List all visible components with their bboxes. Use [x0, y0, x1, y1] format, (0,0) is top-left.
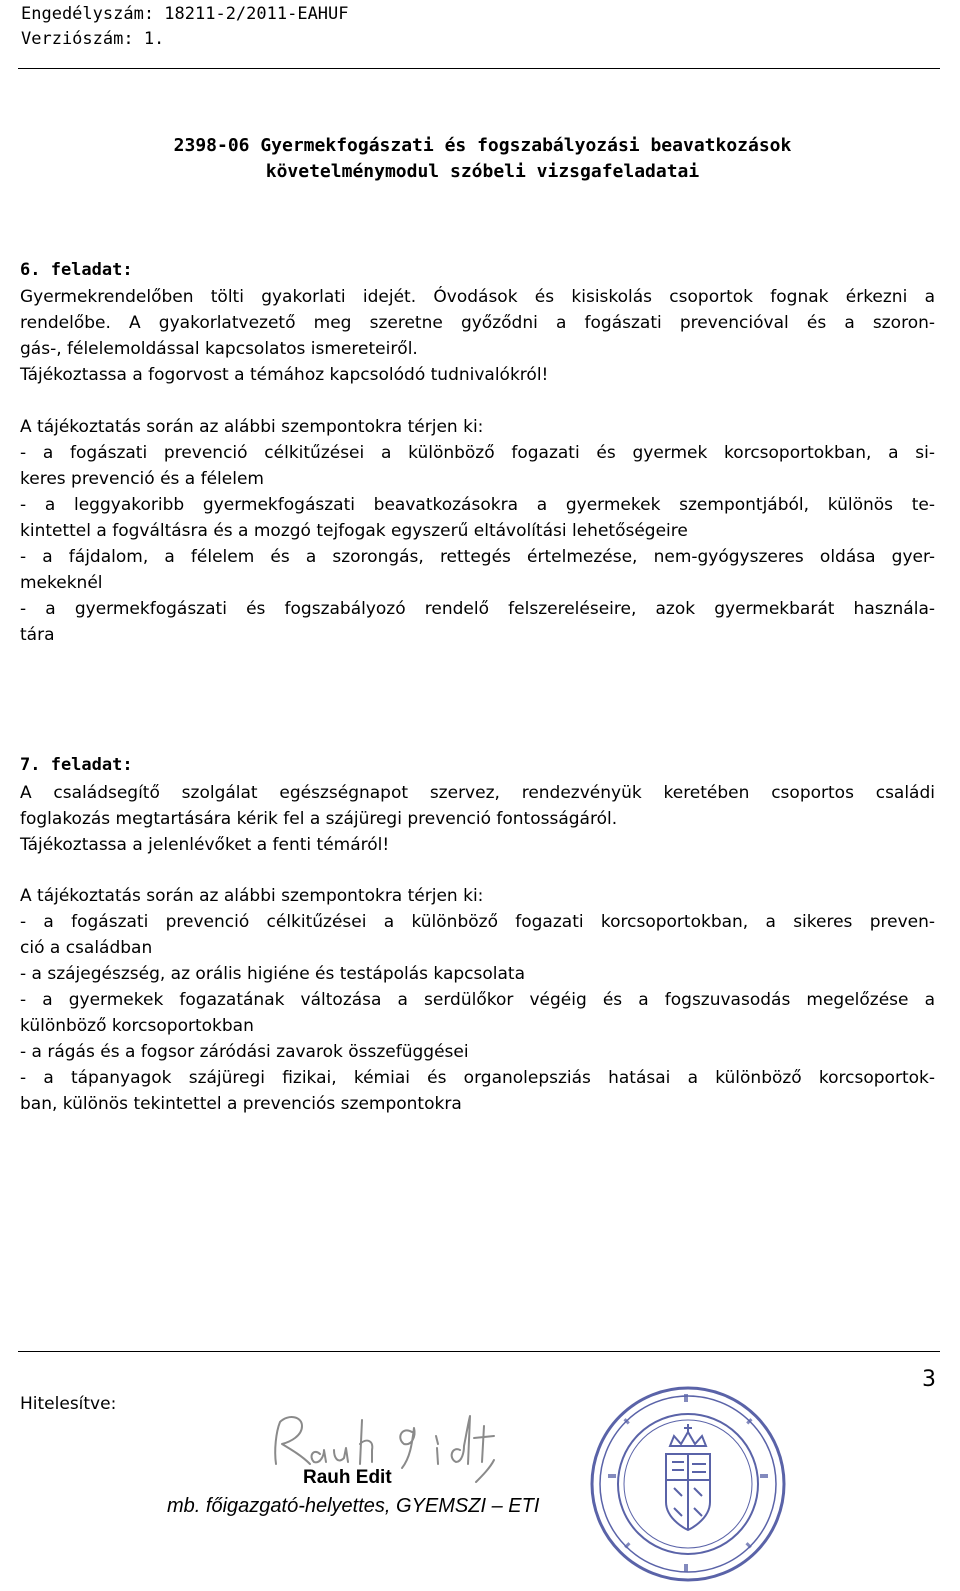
task-6-point-line: - a gyermekfogászati és fogszabályozó rendelő felszereléseire, azok gyermekbarát használa- [20, 599, 935, 619]
task-6-points [20, 414, 935, 648]
signer-title: mb. főigazgató-helyettes, GYEMSZI – ETI [167, 1495, 540, 1517]
task-6-intro-line: gás-, félelemoldással kapcsolatos ismereteiről. [20, 339, 418, 359]
task-7-point-line: különböző korcsoportokban [20, 1016, 254, 1036]
task-7-point-line: - a szájegészség, az orális higiéne és testápolás kapcsolata [20, 964, 526, 984]
version-number: Verziószám: 1. [21, 29, 165, 49]
document-title [20, 133, 945, 185]
task-7-point-line: - a rágás és a fogsor záródási zavarok összefüggései [20, 1042, 469, 1062]
task-6-point-line: - a fogászati prevenció célkitűzései a különböző fogazati és gyermek korcsoportokban, a si- [20, 443, 935, 463]
task-7-points-intro: A tájékoztatás során az alábbi szempontokra térjen ki: [20, 886, 484, 906]
task-7-points [20, 883, 935, 1117]
task-6-point-line: mekeknél [20, 573, 103, 593]
footer-rule [18, 1351, 940, 1352]
task-7-point-line: ció a családban [20, 938, 153, 958]
title-line-1: 2398-06 Gyermekfogászati és fogszabályozási beavatkozások [173, 135, 792, 156]
task-6-point-line: - a fájdalom, a félelem és a szorongás, rettegés értelmezése, nem-gyógyszeres oldása gyer- [20, 547, 935, 567]
license-number: Engedélyszám: 18211-2/2011-EAHUF [21, 4, 349, 24]
header-rule [18, 68, 940, 69]
task-7-point-line: - a gyermekek fogazatának változása a serdülőkor végéig és a fogszuvasodás megelőzése a [20, 990, 935, 1010]
task-6-intro [20, 284, 935, 388]
task-6-points-intro: A tájékoztatás során az alábbi szempontokra térjen ki: [20, 417, 484, 437]
task-6-instruction: Tájékoztassa a fogorvost a témához kapcsolódó tudnivalókról! [20, 365, 549, 385]
task-7-instruction: Tájékoztassa a jelenlévőket a fenti témáról! [20, 835, 390, 855]
authenticated-label: Hitelesítve: [20, 1394, 117, 1414]
task-7-intro [20, 780, 935, 858]
task-6-point-line: - a leggyakoribb gyermekfogászati beavatkozásokra a gyermekek szempontjából, különös te- [20, 495, 935, 515]
task-7-intro-line: A családsegítő szolgálat egészségnapot szervez, rendezvényük keretében csoportos családi [20, 783, 935, 803]
task-6-point-line: tára [20, 625, 55, 645]
task-6-intro-line: rendelőbe. A gyakorlatvezető meg szeretne győződni a fogászati prevencióval és a szoron- [20, 313, 935, 333]
task-6-point-line: keres prevenció és a félelem [20, 469, 264, 489]
task-7-point-line: - a fogászati prevenció célkitűzései a különböző fogazati korcsoportokban, a sikeres preven- [20, 912, 935, 932]
task-7-intro-line: foglakozás megtartására kérik fel a szájüregi prevenció fontosságáról. [20, 809, 618, 829]
task-6-point-line: kintettel a fogváltásra és a mozgó tejfogak egyszerű eltávolítási lehetőségeire [20, 521, 688, 541]
task-7-heading: 7. feladat: [20, 755, 133, 775]
page-number: 3 [922, 1367, 936, 1392]
task-6-heading: 6. feladat: [20, 260, 133, 280]
task-6-intro-line: Gyermekrendelőben tölti gyakorlati idejét. Óvodások és kisiskolás csoportok fognak érkezni a [20, 287, 935, 307]
signer-name: Rauh Edit [303, 1467, 392, 1488]
task-7-point-line: - a tápanyagok szájüregi fizikai, kémiai és organolepsziás hatásai a különböző korcsoportok- [20, 1068, 935, 1088]
task-7-point-line: ban, különös tekintettel a prevenciós szempontokra [20, 1094, 462, 1114]
title-line-2: követelménymodul szóbeli vizsgafeladatai [265, 161, 700, 182]
official-stamp [588, 1384, 788, 1584]
handwritten-signature [262, 1392, 522, 1512]
